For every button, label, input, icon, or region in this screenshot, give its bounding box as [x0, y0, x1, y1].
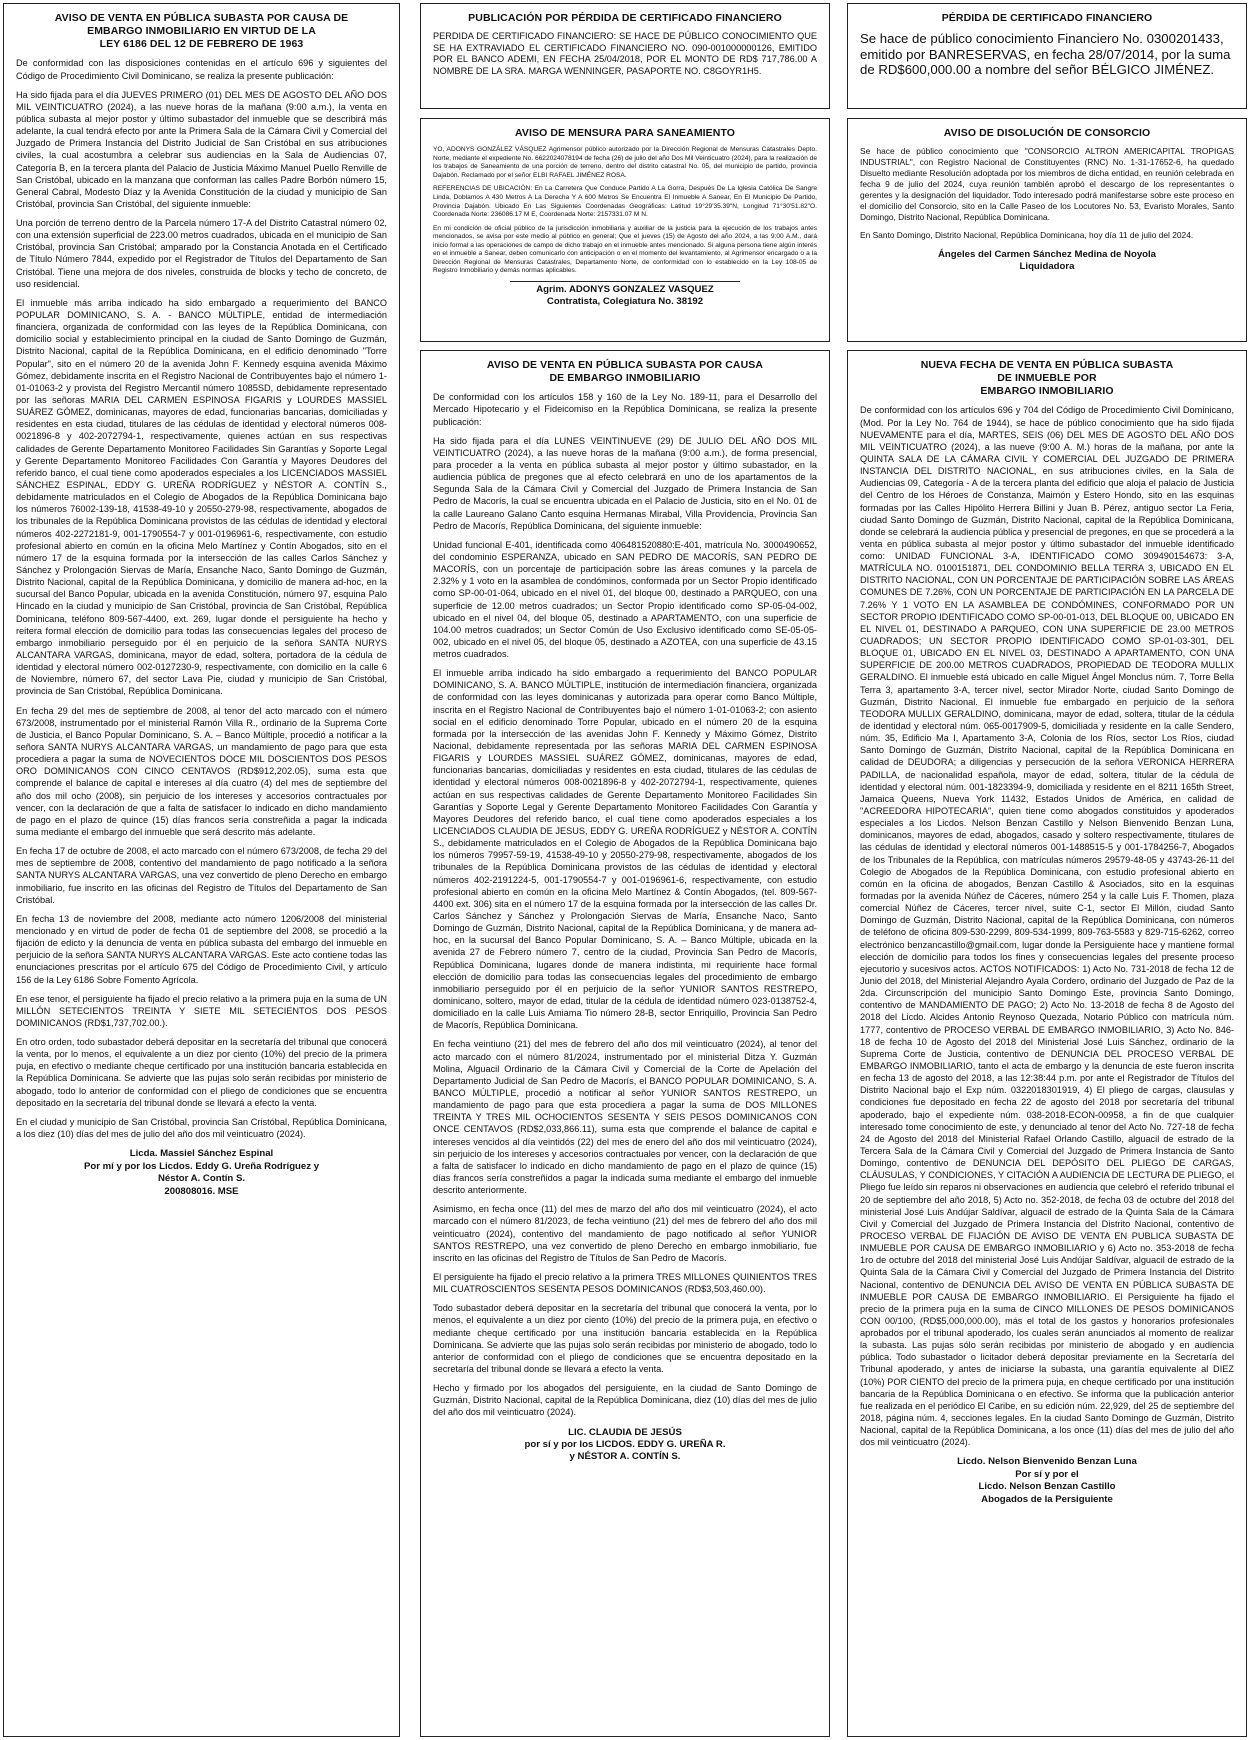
notice-mensura-saneamiento	[420, 118, 830, 342]
paragraph: El inmueble arriba indicado ha sido embargado a requerimiento del BANCO POPULAR DOMINICANO, S. A. BANCO MÚLTIPLE, institución de intermediación financiera, organizada de conformidad con las leyes dominicanas y autorizada para operar como Banco Múltiple, inscrita en el Registro Nacional de Contribuyentes bajo el número 1-01-01063-2; con asiento social en el edificio denominado Torre Popular, ubicado en el número 20 de la esquina formada por la intersección de las avenidas John F. Kennedy y Máximo Gómez, Distrito Nacional, debidamente representada por las señoras MARIA DEL CARMEN ESPINOSA FIGARIS y LOURDES MASSIEL SUÁREZ GÓMEZ, dominicanas, mayores de edad, funcionarias bancarias, domiciliadas y residentes en esta ciudad, titulares de las cédulas de identidad y electoral números 008-0021896-8 y 402-2072794-1, respectivamente, quienes actúan en sus respectivas calidades de Gerente Departamento Monitoreo Facilidades Sin Garantías y Soporte Legal y Gerente Departamento Monitoreo Facilidades Con Garantía y Mayores Deudores del referido banco, el cual tiene como apoderados especiales a los LICENCIADOS CLAUDIA DE JESUS, EDDY G. UREÑA RODRÍGUEZ y NÉSTOR A. CONTÍN S., debidamente matriculados en el Colegio de Abogados de la República Dominicana bajo los números 79957-59-19, 41538-49-10 y 20550-279-98, respectivamente, abogados de los tribunales de la República Dominicana provistos de las cédulas de identidad y electoral números 402-2191224-5, 001-1790554-7 y 001-0196961-6, respectivamente, con estudio profesional abierto en común en la oficina Melo Martínez & Contín Abogados, (tel. 809-567-4400 ext. 306) sita en el número 17 de la esquina formada por la intersección de las calles Dr. Carlos Sánchez y Sánchez y Prolongación Siervas de María, Ensanche Naco, Santo Domingo de Guzmán, Distrito Nacional, capital de la República Dominicana, y de manera ad-hoc, en la sucursal del Banco Popular Dominicano, S. A. – Banco Múltiple, ubicada en la avenida 27 de Febrero número 7, centro de la ciudad, Provincia San Pedro de Macorís, República Dominicana, lugares donde de manera indistinta, mi requiriente hace formal elección de domicilio para todas las consecuencias legales del procedimiento de embargo inmobiliario perseguido por él en perjuicio de la señor YUNIOR SANTOS RESTREPO, dominicano, soltero, mayor de edad, titular de la cédula de identidad número 023-0138752-4, domiciliado en la calle Luis Amiama Tio número 28-B, sector Enriquillo, Provincia San Pedro de Macorís, República Dominicana.	[433, 668, 817, 1031]
paragraph: Todo subastador deberá depositar en la secretaría del tribunal que conocerá la venta, por lo menos, el equivalente a un diez por ciento (10%) del precio de la primera puja, en efectivo o mediante cheque certificado por una institución bancaria establecida en la República Dominicana. Se advierte que las pujas solo serán recibidas por ministerio de abogado, todo lo anterior de conformidad con el pliego de condiciones que se encuentra depositado en la secretaría del tribunal donde se llevará a efecto la venta.	[433, 1303, 817, 1374]
notice-title: AVISO DE VENTA EN PÚBLICA SUBASTA POR CAUSA DE EMBARGO INMOBILIARIO	[486, 359, 764, 385]
notice-venta-subasta-san-pedro	[420, 350, 830, 1737]
paragraph: El persiguiente ha fijado el precio relativo a la primera TRES MILLONES QUINIENTOS TRES MIL CUATROSCIENTOS SESENTA PESOS DOMINICANOS (RD$3,503,460.00).	[433, 1271, 817, 1295]
paragraph: En mi condición de oficial público de la jurisdicción inmobiliaria y auxiliar de la justicia para la ejecución de los trabajos antes mencionados, se avisa por este medio al público en general; Que el jueves (15) de Agosto del año 2024, a las 9:00 A.M., dará inicio formal a las operaciones de campo de dicho trabajo en el inmueble antes mencionado. Si alguna persona tiene algún interés en el inmueble a Sanear, deben comunicarlo con anticipación o en el momento del levantamiento, al Agrimensor encargado o a la Dirección Regional de Mensuras Catastrales, Departamento Norte, de conformidad con lo establecido en la Ley 108-05 de Registro Inmobiliario y demás normas aplicables.	[433, 224, 817, 275]
signature: Licda. Massiel Sánchez Espinal Por mí y por los Licdos. Eddy G. Ureña Rodríguez y Néstor A. Contín S. 200808016. MSE	[83, 1148, 320, 1197]
paragraph: El inmueble más arriba indicado ha sido embargado a requerimiento del BANCO POPULAR DOMINICANO, S. A. - BANCO MÚLTIPLE, entidad de intermediación financiera, organizada de conformidad con las leyes de la República Dominicana, con domicilio social y establecimiento principal en la ciudad de Santo Domingo de Guzmán, Distrito Nacional, capital de la República Dominicana, en el edificio denominado "Torre Popular", sito en el número 20 de la avenida John F. Kennedy esquina avenida Máximo Gómez, debidamente inscrita en el Registro Nacional de Contribuyentes bajo el número 1-01-01063-2 y provista del Registro Mercantil número 1085SD, debidamente representado por las señoras MARIA DEL CARMEN ESPINOSA FIGARIS y LOURDES MASSIEL SUÁREZ GÓMEZ, dominicanas, mayores de edad, funcionarias bancarias, domiciliadas y residentes en esta ciudad, titulares de las cédulas de identidad y electoral números 008-0021896-8 y 402-2072794-1, respectivamente, quienes actúan en sus respectivas calidades de Gerente Departamento Monitoreo Facilidades Sin Garantías y Soporte Legal y Gerente Departamento Monitoreo Facilidades Con Garantía y Mayores Deudores del referido banco, el cual tiene como apoderados especiales a los LICENCIADOS MASSIEL SÁNCHEZ ESPINAL, EDDY G. UREÑA RODRÍGUEZ y NÉSTOR A. CONTÍN S., debidamente matriculados en el Colegio de Abogados de la República Dominicana bajo los números 76002-139-18, 41538-49-10 y 20550-279-98, respectivamente, abogados de los tribunales de la República Dominicana provistos de las cédulas de identidad y electoral números 402-2272181-9, 001-1790554-7 y 001-0196961-6, respectivamente, con estudio profesional abierto en común en la oficina Melo Martínez y Contín Abogados, sito en el número 17 de la esquina formada por la intersección de las calles Carlos Sánchez y Sánchez y Prolongación Siervas de María, Ensanche Naco, Santo Domingo de Guzmán, Distrito Nacional, capital de la República Dominicana, y domicilio de manera ad-hoc, en la sucursal del Banco Popular, ubicada en la avenida Constitución, número 97, esquina Palo Hincado en la ciudad y municipio de San Cristóbal, provincia de San Cristóbal, República Dominicana, teléfono 809-567-4400, ext. 269, lugar donde el persiguiente ha hecho y reitera formal elección de domicilio para todas las consecuencias legales del proceso de embargo inmobiliario perseguido por él en perjuicio de la señora SANTA NURYS ALCANTARA VARGAS, dominicana, mayor de edad, soltera, portadora de la cédula de identidad y electoral número 002-0127230-9, respectivamente, con domicilio en la calle 6 de Noviembre, número 67, del sector Lava Pie, ciudad y municipio de San Cristóbal, provincia de San Cristóbal, República Dominicana.	[16, 297, 387, 697]
paragraph: Se hace de público conocimiento que "CONSORCIO ALTRON AMERICAPITAL TROPIGAS INDUSTRIAL", con Registro Nacional de Constituyentes (RNC) No. 1-31-17652-6, ha quedado Disuelto mediante Resolución adoptada por los miembros de dicha entidad, en reunión celebrada en fecha 9 de julio del 2024, cuya reunión también aprobó el descargo de los representantes o gerentes y la designación del liquidador. Todo interesado podrá manifestarse sobre este proceso en el domicilio del Consorcio, sito en la Calle Paseo de los Locutores No. 53, Evaristo Morales, Santo Domingo, Distrito Nacional, República Dominicana.	[860, 146, 1234, 222]
signature: Licdo. Nelson Bienvenido Benzan Luna Por sí y por el Licdo. Nelson Benzan Castillo Abogados de la Persiguiente	[957, 1456, 1137, 1505]
paragraph: En el ciudad y municipio de San Cristóbal, provincia San Cristóbal, República Dominicana, a los diez (10) días del mes de julio del año dos mil veinticuatro (2024).	[16, 1116, 387, 1140]
paragraph: Se hace de público conocimiento Financiero No. 0300201433, emitido por BANRESERVAS, en fecha 28/07/2014, por la suma de RD$600,000.00 a nombre del señor BÉLGICO JIMÉNEZ.	[860, 31, 1231, 78]
notice-nueva-fecha-venta	[847, 350, 1247, 1737]
paragraph: Ha sido fijada para el día LUNES VEINTINUEVE (29) DE JULIO DEL AÑO DOS MIL VEINTICUATRO (2024), a las nueve horas de la mañana (9:00 a.m.), de forma presencial, para proceder a la venta en pública subasta al mejor postor y último subastador, en la audiencia pública de pregones que al efecto celebrará en uno de los apartamentos de la Segunda Sala de la Cámara Civil y Comercial del Juzgado de Primera Instancia de San Pedro de Macorís, la cual se encuentra ubicada en el Palacio de Justicia, sito en el No. 01 de la calle Laureano Galano Canto esquina Hermanas Mirabal, Villa Providencia, Provincia San Pedro de Macorís, República Dominicana, del siguiente inmueble:	[433, 435, 817, 531]
paragraph: Hecho y firmado por los abogados del persiguiente, en la ciudad de Santo Domingo de Guzmán, Distrito Nacional, capital de la República Dominicana, diez (10) días del mes de julio del año dos mil veinticuatro (2024).	[433, 1383, 817, 1418]
signature-line	[510, 281, 740, 282]
signature: LIC. CLAUDIA DE JESÚS por sí y por los LICDOS. EDDY G. UREÑA R. y NÉSTOR A. CONTÍN S.	[524, 1426, 726, 1463]
notice-title: PÉRDIDA DE CERTIFICADO FINANCIERO	[941, 12, 1153, 24]
notice-title: PUBLICACIÓN POR PÉRDIDA DE CERTIFICADO FINANCIERO	[468, 12, 782, 24]
notice-body	[16, 57, 387, 1140]
notice-title: AVISO DE DISOLUCIÓN DE CONSORCIO	[943, 127, 1151, 139]
notice-disolucion-consorcio	[847, 118, 1247, 342]
signature: Agrim. ADONYS GONZALEZ VASQUEZ Contratista, Colegiatura No. 38192	[536, 284, 714, 308]
paragraph: YO, ADONYS GONZÁLEZ VÁSQUEZ Agrimensor público autorizado por la Dirección Regional de Mensuras Catastrales Depto. Norte, mediante el expediente No. 6622024078194 de fecha (26) de julio del año Dos Mil Veinticuatro (2024), para la realización de los trabajos de Saneamiento de una porción de terreno, dentro del distrito catastral No. 05, del municipio de partido, provincia Dajabón. Reclamado por el señor ELBI RAFAEL JIMÉNEZ ROSA.	[433, 146, 817, 179]
paragraph: Unidad funcional E-401, identificada como 406481520880:E-401, matrícula No. 3000490652, del condominio ESPERANZA, ubicado en SAN PEDRO DE MACORÍS, SAN PEDRO DE MACORÍS, con un porcentaje de participación sobre las áreas comunes y la parcela de 2.32% y 1 voto en la asamblea de condóminos, conformada por un Sector Propio identificado como SP-00-01-064, ubicado en el nivel 01, del bloque 00, destinado a PARQUEO, con una superficie de 12.00 metros cuadrados; un Sector Propio identificado como SP-05-04-002, ubicado en el nivel 04, del bloque 05, destinado a APARTAMENTO, con una superficie de 104.00 metros cuadrados; un Sector Común de Uso Exclusivo identificado como SE-05-05-002, ubicado en el nivel 05, del bloque 05, destinado a AZOTEA, con una superficie de 43.15 metros cuadrados.	[433, 539, 817, 660]
paragraph: En ese tenor, el persiguiente ha fijado el precio relativo a la primera puja en la suma de UN MILLÓN SETECIENTOS TREINTA Y SIETE MIL SETECIENTOS DOS PESOS DOMINICANOS (RD$1,737,702.00.).	[16, 993, 387, 1028]
notice-venta-subasta-san-cristobal	[3, 3, 400, 1737]
paragraph: Una porción de terreno dentro de la Parcela número 17-A del Distrito Catastral número 02, con una extensión superficial de 223.00 metros cuadrados, ubicada en el municipio de San Cristóbal, provincia San Cristóbal; amparado por la Constancia Anotada en el Certificado de Título Número 7844, expedido por el Registrador de Títulos del Departamento de San Cristóbal. Tiene una mejora de dos niveles, construida de blocks y techo de concreto, de uso residencial.	[16, 218, 387, 289]
paragraph: En fecha 13 de noviembre del 2008, mediante acto número 1206/2008 del ministerial mencionado y en virtud de poder de fecha 01 de septiembre del 2008, se procedió a la fijación de edicto y la denuncia de venta en pública subasta del embargo del inmueble en perjuicio de la señora SANTA NURYS ALCANTARA VARGAS. Este acto contiene todas las enunciaciones prescritas por el artículo 675 del Código de Procedimiento Civil, y artículo 156 de la Ley 6186 Sobre Fomento Agrícola.	[16, 913, 387, 985]
paragraph: En fecha 17 de octubre de 2008, el acto marcado con el número 673/2008, de fecha 29 del mes de septiembre de 2008, contentivo del mandamiento de pago notificado a la señora SANTA NURYS ALCANTARA VARGAS, una vez convertido de pleno Derecho en embargo inmobiliario, fue inscrito en las oficinas del Registro de Títulos del Departamento de San Cristóbal.	[16, 846, 387, 905]
paragraph: PERDIDA DE CERTIFICADO FINANCIERO: SE HACE DE PÚBLICO CONOCIMIENTO QUE SE HA EXTRAVIADO EL CERTIFICADO FINANCIERO NO. 090-001000000126, EMITIDO POR EL BANCO ADEMI, EN FECHA 25/04/2018, POR EL MONTO DE RD$ 717,786.00 A NOMBRE DE LA SRA. MARGA WENNINGER, PASAPORTE NO. C8GOYR1H5.	[433, 31, 817, 76]
paragraph: De conformidad con los artículos 696 y 704 del Código de Procedimiento Civil Dominicano, (Mod. Por la Ley No. 764 de 1944), se hace de público conocimiento que ha sido fijada NUEVAMENTE para el día, MARTES, SEIS (06) DEL MES DE AGOSTO DEL AÑO DOS MIL VEINTICUATRO (2024), a las nueve (9:00 A. M.) horas de la mañana, por ante la QUINTA SALA DE LA CÁMARA CIVIL Y COMERCIAL DEL JUZGADO DE PRIMERA INSTANCIA DEL DISTRITO NACIONAL, en sus atribuciones civiles, en la Sala de Audiencias 09, Categoría - A de la tercera planta del edificio que aloja el palacio de Justicia del Centro de los Héroes de Constanza, Maimón y Estero Hondo, sito en las esquinas formadas por las Calles Hipólito Herrera Billini y Juan B. Pérez, antiguo sector La Feria, ciudad Santo Domingo de Guzmán, Distrito Nacional, capital de la República Dominicana, donde se celebrará la audiencia pública y presencial de pregones, en que se procederá a la venta en pública subasta al mejor postor y último subastador del inmueble identificado como: UNIDAD FUNCIONAL 3-A, IDENTIFICADO COMO 309490154673: 3-A, MATRÍCULA NO. 0100151871, DEL CONDOMINIO BELLA TERRA 3, UBICADO EN EL DISTRITO NACIONAL, CON UN PORCENTAJE DE PARTICIPACIÓN SOBRE LAS ÁREAS COMUNES DE 7.26%, CON UN PORCENTAJE DE PARTICIPACIÓN EN LA PARCELA DE 7.26% Y 1 VOTO EN LA ASAMBLEA DE CONDÓMINES, CONFORMADO POR UN SECTOR PROPIO IDENTIFICADO COMO SP-00-01-013, DEL BLOQUE 00, UBICADO EN EL NIVEL 01, DESTINADO A PARQUEO, CON UNA SUPERFICIE DE 23.00 METROS CUADRADOS; UN SECTOR PROPIO IDENTIFICADO COMO SP-01-03-301, DEL BLOQUE 01, UBICADO EN EL NIVEL 03, DESTINADO A APARTAMENTO, CON UNA SUPERFICIE DE 200.00 METROS CUADRADOS, PROPIEDAD DE TEODORA MULLIX GERALDINO. El inmueble está ubicado en calle Miguel Ángel Monclus núm. 7, Torre Bella Terra 3, apartamento 3-A, tercer nivel, sector Mirador Norte, ciudad Santo Domingo de Guzmán, Distrito Nacional. El inmueble fue embargado en perjuicio de la señora TEODORA MULLIX GERALDINO, dominicana, mayor de edad, soltera, titular de la cédula de identidad y electoral núm. 065-0017909-5, domiciliada y residente en la calle Sendero, núm. 35, Edificio Ma I, Apartamento 3-A, Colonia de los Ríos, sector Los Ríos, ciudad Santo Domingo de Guzmán, Distrito Nacional, capital de la República Dominicana en calidad de DEUDORA; a diligencias y persecución de la señora VERONICA HERRERA PADILLA, de nacionalidad española, mayor de edad, soltera, titular de la cédula de identidad y electoral núm. 001-1823394-9, domiciliada y residente en el 8211 165th Street, Jamaica Queens, Nueva York 11432, Estados Unidos de América, en calidad de "ACREEDORA HIPOTECARIA", quien tiene como abogados constituidos y apoderados especiales a los Licdos. Nelson Benzan Castillo y Nelson Bienvenido Benzan Luna, dominicanos, mayores de edad, abogados, casado y soltero respectivamente, titulares de las cédulas de identidad y electoral números 001-1488515-5 y 001-1784256-7, Abogados de los Tribunales de la República, con matrículas números 29579-48-05 y 43743-26-11 del Colegio de Abogados de la República Dominicana, con estudio profesional abierto en común en la oficina de abogados, Benzan Castillo & Asociados, sito en la esquinas formadas por la avenida Núñez de Cáceres, número 254 y la calle Luis F. Thomen, plaza comercial Núñez de Cáceres, tercer nivel, suite C-1, sector El Millón, ciudad Santo Domingo de Guzmán, Distrito Nacional, capital de la República Dominicana, con números de teléfono de oficina 809-530-2299, 809-534-1999, 809-763-5583 y 829-715-6262, correo electrónico benzancastillo@gmail.com, lugar donde la Persiguiente hace y mantiene formal elección de domicilio para todos los fines y consecuencias legales del presente proceso ejecutorio y sucesivos actos. ACTOS NOTIFICADOS: 1) Acto No. 731-2018 de fecha 12 de Junio del 2018, del Ministerial Alejandro Ayala Cordero, ordinario del Juzgado de Paz de la 2da. Circunscripción del municipio Santo Domingo Este, provincia Santo Domingo, contentivo de MANDAMIENTO DE PAGO; 2) Acto No. 13-2018 de fecha 8 de Agosto del 2018 del Licdo. Alcides Antonio Reynoso Quezada, Notario Público con matrícula núm. 1777, contentivo de PROCESO VERBAL DE EMBARGO INMOBILIARIO, 3) Acto No. 846-18 de fecha 10 de Agosto del 2018 del Ministerial José Luis Sánchez, ordinario de la Suprema Corte de Justicia, contentivo de DENUNCIA DEL PROCESO VERBAL DE EMBARGO INMOBILIARIO, tanto el acta de embargo y la denuncia de este fueron inscrita en fecha 13 de agosto del 2018, a las 12:38:44 p.m. por ante el Registrador de Títulos del Distrito Nacional bajo el Exp núm. 0322018301919, 4) El pliego de cargas, clausulas y condiciones fue depositado en fecha 22 de agosto del 2018 por secretaría del tribunal apoderado, bajo el expediente núm. 038-2018-ECON-00958, a fin de que cualquier interesado tome conocimiento de este, y denunciado al tenor del Acto No. 727-18 de fecha 24 de Agosto del 2018 del Ministerial Rafael Orlando Castillo, alguacil de estrado de la Tercera Sala de la Cámara Civil y Comercial del Juzgado de Primera Instancia de Santo Domingo, contentivo de DENUNCIA DEL DEPÓSITO DEL PLIEGO DE CARGAS, CLÁUSULAS, Y CONDICIONES, Y CITACIÓN A AUDIENCIA DE LECTURA DE PLIEGO, el Pliego fue leído sin reparos ni observaciones en audiencia que celebró el referido tribunal el 20 de septiembre del año 2018, 5) Acto no. 352-2018, de fecha 03 de octubre del 2018 del ministerial José Luis Andújar Saldívar, alguacil de estrado de la Quinta Sala de la Cámara Civil y Comercial del Juzgado de Primera Instancia del Distrito Nacional, contentivo de PROCESO VERBAL DE FIJACIÓN DE AVISO DE VENTA EN PUBLICA SUBASTA DE INMUEBLE POR CAUSA DE EMBARGO INMOBILIARIO y 6) Acto no. 353-2018 de fecha 1ro de octubre del 2018 del ministerial José Luis Andújar Saldívar, alguacil de estrado de la Quinta Sala de la Cámara Civil y Comercial del Juzgado de Primera Instancia del Distrito Nacional, contentivo de DENUNCIA DEL AVISO DE VENTA EN PÚBLICA SUBASTA DE INMUEBLE POR CAUSA DE EMBARGO INMOBILIARIO. El Persiguiente ha fijado el precio de la primera puja en la suma de CINCO MILLONES DE PESOS DOMINICANOS CON 00/100, (RD$5,000,000.00), más el total de los gastos y honorarios profesionales aprobados por el tribunal apoderado, los cuales serán anunciados al momento de realizar la subasta. Las pujas sólo serán recibidas por ministerio de abogado y en audiencia pública. Todo subastador o licitador deberá depositar previamente en la Secretaría del Tribunal apoderado, y antes de iniciarse la subasta, una garantía equivalente al DIEZ (10%) POR CIENTO del precio de la primera puja, en cheque certificado por una institución bancaria de la República Dominicana o en efectivo. Se informa que la publicación anterior fue realizada en el periódico El Caribe, en su edición núm. 22,929, del 25 de septiembre del 2018, página núm. 4, secciones legales. En la ciudad Santo Domingo de Guzmán, Distrito Nacional, capital de la República Dominicana, a los once (11) días del mes de julio del año dos mil veinticuatro (2024).	[860, 405, 1234, 1448]
paragraph: De conformidad con las disposiciones contenidas en el artículo 696 y siguientes del Código de Procedimiento Civil Dominicano, se realiza la presente publicación:	[16, 58, 387, 81]
notice-title: NUEVA FECHA DE VENTA EN PÚBLICA SUBASTA DE INMUEBLE POR EMBARGO INMOBILIARIO	[920, 359, 1174, 398]
paragraph: Ha sido fijada para el día JUEVES PRIMERO (01) DEL MES DE AGOSTO DEL AÑO DOS MIL VEINTICUATRO (2024), a las nueve horas de la mañana (9:00 a.m.), la venta en pública subasta al mejor postor y último subastador del inmueble que se describirá más adelante, la cual tendrá efecto por ante la Primera Sala de la Cámara Civil y Comercial del Juzgado de Primera Instancia del Distrito Judicial de San Cristóbal en sus atribuciones civiles, la cual acostumbra a celebrar sus audiencias en la Sala de Audiencias 07, Categoría B, en la tercera planta del Palacio de Justicia Máximo Manuel Puello Renville de San Cristóbal, ubicado en la manzana que conforman las calles Padre Borbón número 15, General Cabral, Modesto Díaz y la Avenida Constitución de la ciudad y municipio de San Cristóbal, provincia San Cristóbal, del siguiente inmueble:	[16, 89, 387, 209]
paragraph: Asimismo, en fecha once (11) del mes de marzo del año dos mil veinticuatro (2024), el acto marcado con el número 81/2023, de fecha veintiuno (21) del mes de febrero del año dos mil veinticuatro (2024), contentivo del mandamiento de pago notificado al señor YUNIOR SANTOS RESTREPO, una vez convertido de pleno Derecho en embargo inmobiliario, fue inscrito en las oficinas del Registro de Títulos de San Pedro de Macorís.	[433, 1204, 817, 1263]
paragraph: REFERENCIAS DE UBICACIÓN: En La Carretera Que Conduce Partido A La Gorra, Después De La Iglesia Católica De Sangre Linda, Doblamos A 430 Metros A La Derecha Y A 600 Metros Se Encuentra El Inmueble A Sanear, En El Municipio De Partido, Provincia Dajabón. Ubicado En Las Siguientes Coordenadas Geográficas: Latitud 19°29'35.39"N, Longitud 71°30'51.82"O. Coordenada Norte: 236086.17 M E, Coordenada Norte: 2157331.07 M N.	[433, 185, 817, 219]
paragraph: De conformidad con los artículos 158 y 160 de la Ley No. 189-11, para el Desarrollo del Mercado Hipotecario y el Fideicomiso en la República Dominicana, se realiza la presente publicación:	[433, 392, 817, 427]
paragraph: En Santo Domingo, Distrito Nacional, República Dominicana, hoy día 11 de julio del 2024.	[860, 229, 1194, 240]
notice-title: AVISO DE VENTA EN PÚBLICA SUBASTA POR CAUSA DE EMBARGO INMOBILIARIO EN VIRTUD DE LA LEY 6186 DEL 12 DE FEBRERO DE 1963	[54, 12, 349, 51]
notice-title: AVISO DE MENSURA PARA SANEAMIENTO	[514, 127, 736, 139]
paragraph: En fecha veintiuno (21) del mes de febrero del año dos mil veinticuatro (2024), al tenor del acto marcado con el número 81/2024, instrumentado por el ministerial Ditza Y. Guzmán Molina, Alguacil Ordinario de la Cámara Civil y Comercial de la Corte de Apelación del Departamento Judicial de San Pedro de Macorís, el BANCO POPULAR DOMINICANO, S. A. BANCO MÚLTIPLE, procedió a notificar al señor YUNIOR SANTOS RESTREPO, un mandamiento de pago para que esta procediera a pagar la suma de DOS MILLONES TREINTA Y TRES MIL OCHOCIENTOS SESENTA Y SEIS PESOS DOMINICANOS CON ONCE CENTAVOS (RD$2,033,866.11), suma esta que comprende el balance de capital e intereses vencidos al día veintidós (22) del mes de enero del año dos mil veinticuatro (2024), sin perjuicio de los intereses y accesorios contractuales por vencer, con la declaración de que a falta de satisfacer lo indicado en dicho mandamiento de pago en el plazo de quince (15) días francos sería constreñidos a pagar la indicada suma mediante el embargo del inmueble descrito anteriormente.	[433, 1039, 817, 1196]
paragraph: En fecha 29 del mes de septiembre de 2008, al tenor del acto marcado con el número 673/2008, instrumentado por el ministerial Ramón Villa R., ordinario de la Suprema Corte de Justicia, el Banco Popular Dominicano, S. A. – Banco Múltiple, procedió a notificar a la señora SANTA NURYS ALCANTARA VARGAS, un mandamiento de pago para que esta procediera a pagar la suma de NOVECIENTOS DOCE MIL DOSCIENTOS DOS PESOS ORO DOMINICANOS CON CINCO CENTAVOS (RD$912,202.05), suma esta que comprende el balance de capital e intereses al día cuatro (4) del mes de septiembre del año dos mil ocho (2008), sin perjuicio de los intereses y accesorios contractuales por vencer, con la declaración de que a falta de satisfacer lo indicado en dicho mandamiento de pago en el plazo de quince (15) días francos sería constreñida a pagar la indicada suma mediante el embargo del inmueble que será descrito más adelante.	[16, 705, 387, 837]
signature: Ángeles del Carmen Sánchez Medina de Noyola Liquidadora	[937, 248, 1157, 272]
notice-perdida-certificado-banreservas	[847, 3, 1247, 109]
notice-perdida-certificado-ademi	[420, 3, 830, 109]
paragraph: En otro orden, todo subastador deberá depositar en la secretaría del tribunal que conocerá la venta, por lo menos, el equivalente a un diez por ciento (10%) del precio de la primera puja, en efectivo o mediante cheque certificado por una institución bancaria establecida en la República Dominicana. Se advierte que las pujas solo serán recibidas por ministerio de abogado, todo lo anterior de conformidad con el pliego de condiciones que se encuentra depositado en la secretaría del tribunal donde se llevará a efecto la venta.	[16, 1037, 387, 1108]
